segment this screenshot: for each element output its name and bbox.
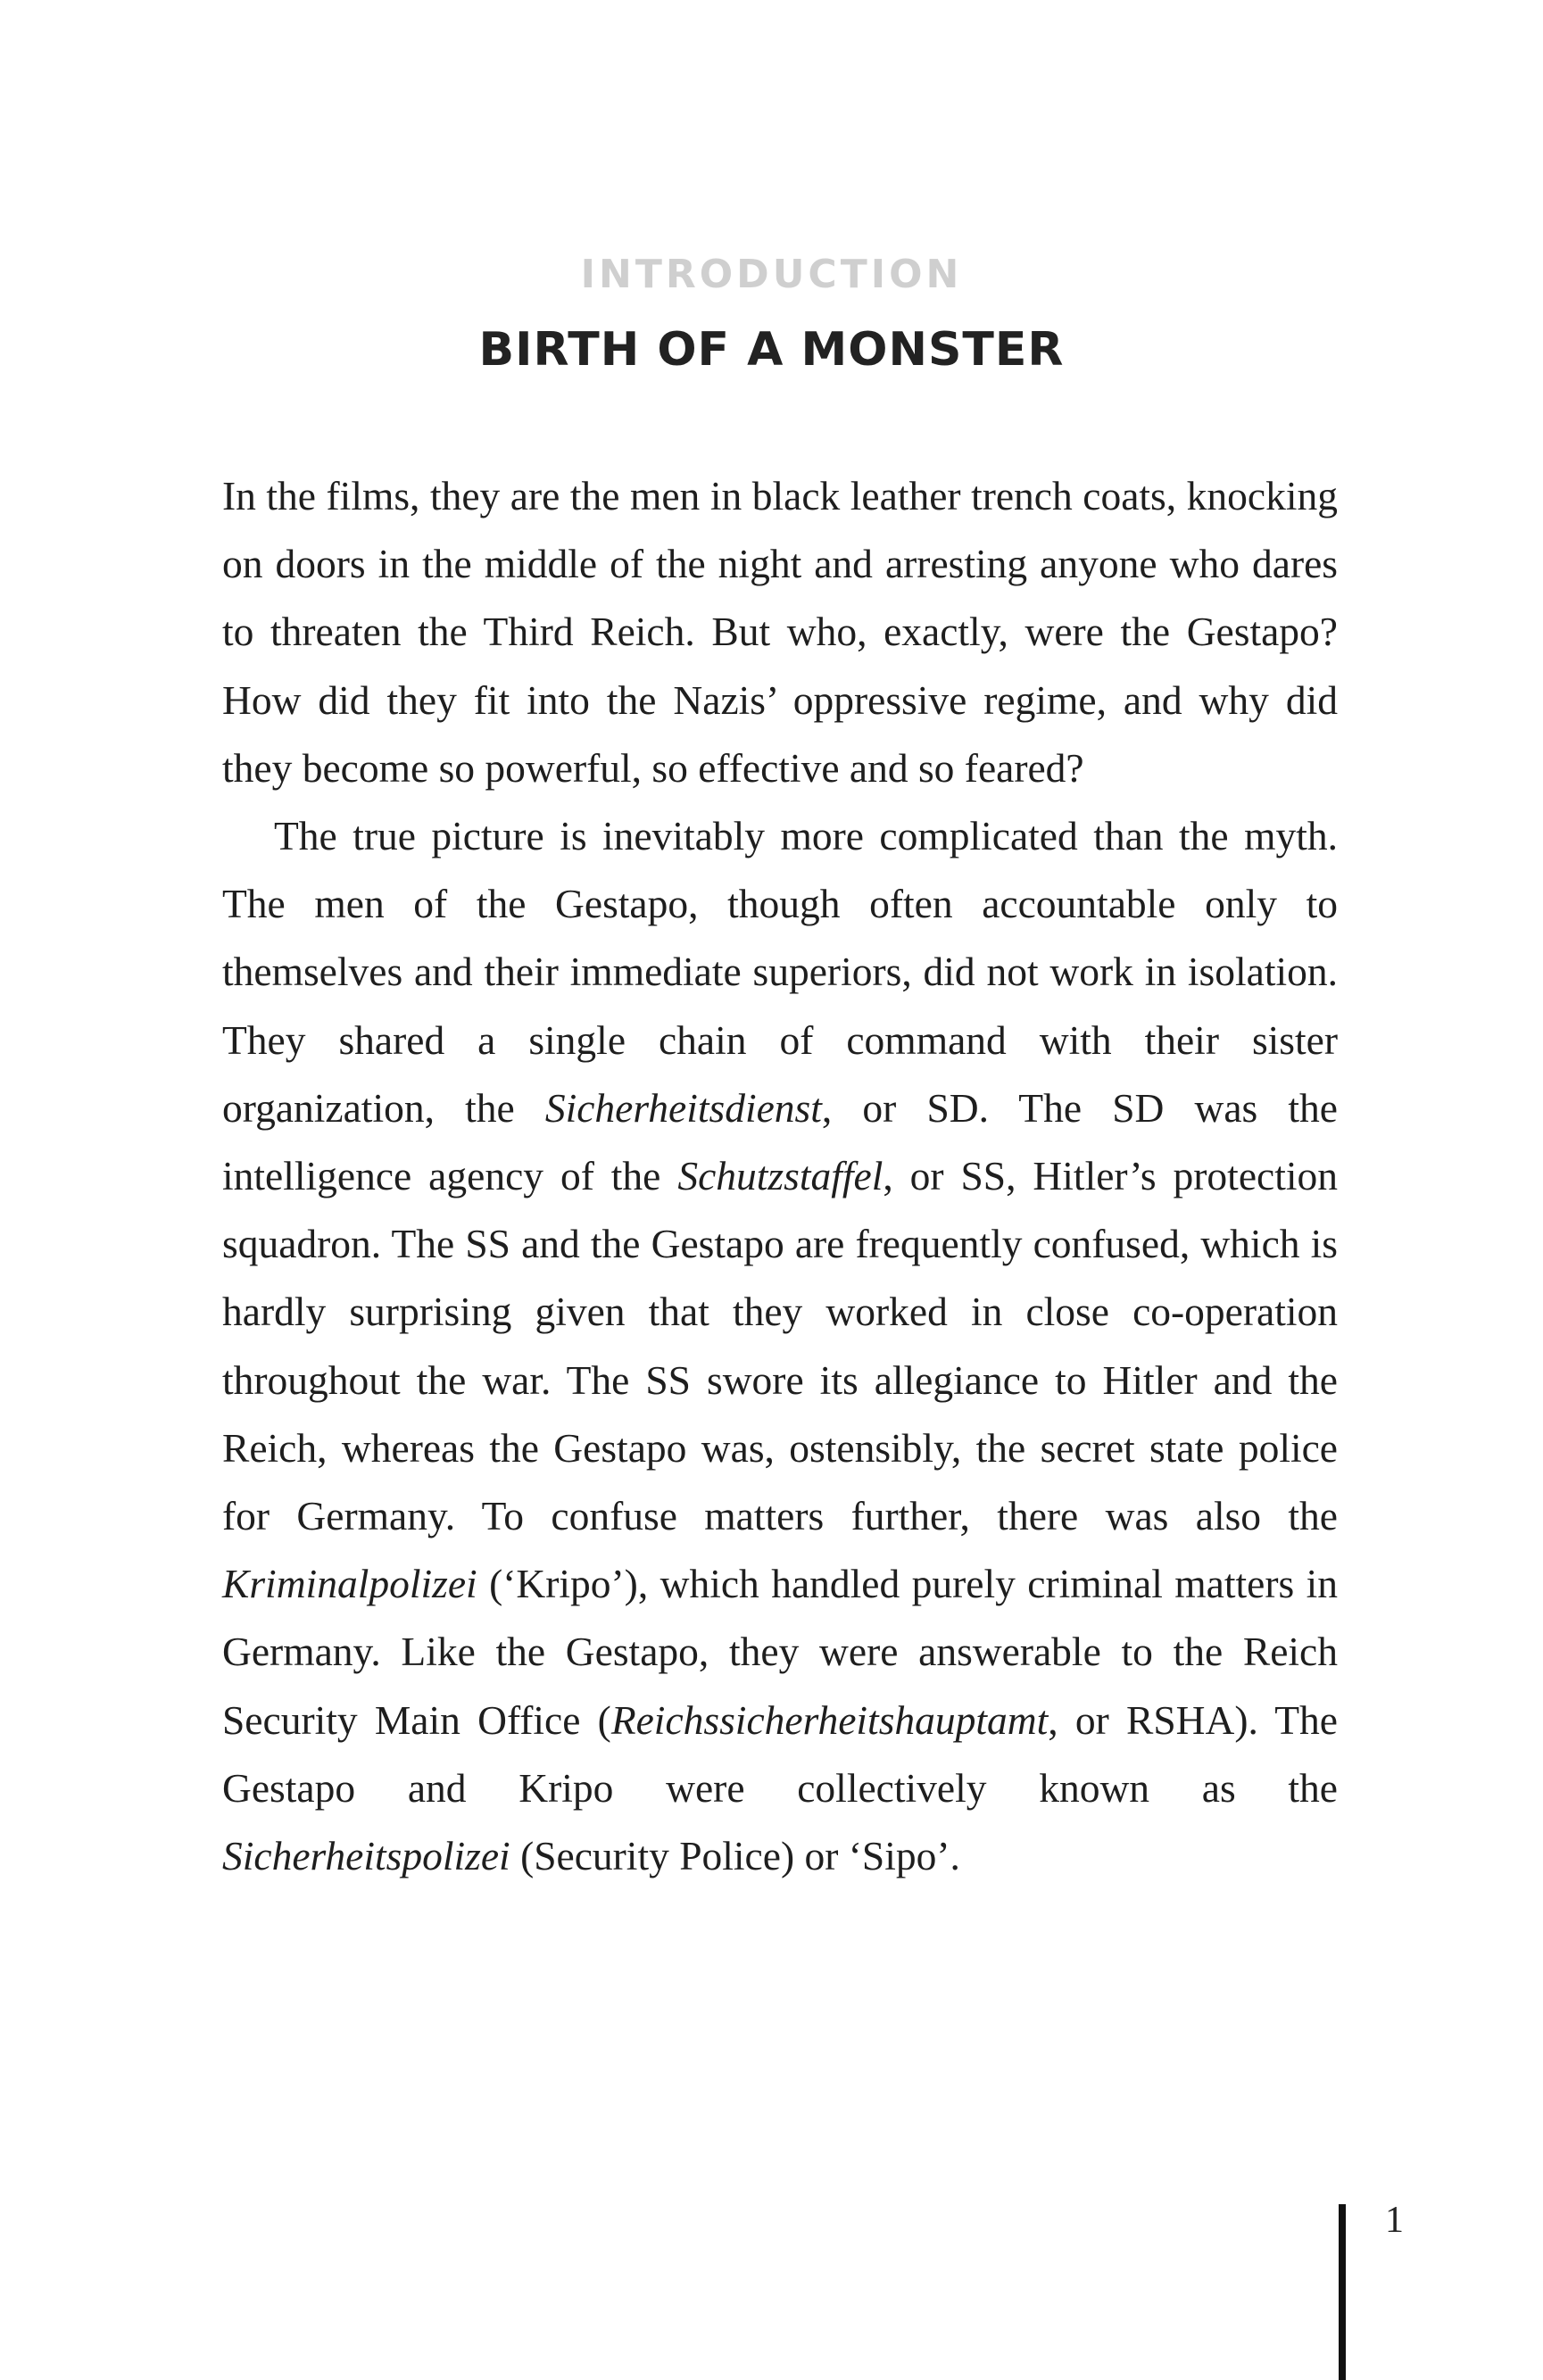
italic-term: Schutzstaffel [677,1153,883,1199]
italic-term: Reichssicherheitshauptamt [610,1696,1049,1743]
text-segment: (‘Kripo’), which handled purely criminal matters in Germany. Like the Gestapo, they were answerable to the Reich Security Main Office ( [222,1561,1338,1743]
text-segment: (Security Police) or ‘Sipo’. [510,1833,960,1879]
text-segment: The true picture is inevitably more complicated than the myth. The men of the Gestapo, though often accountable only to themselves and their immediate superiors, did not work in isolation. They shared a single chain of command with their sister organization, the [222,813,1338,1131]
chapter-title: BIRTH OF A MONSTER [478,323,1065,377]
body-text [222,462,1338,1890]
chapter-label: INTRODUCTION [580,252,963,297]
italic-term: Sicherheitsdienst [544,1084,822,1131]
text-segment: , or RSHA). The Gestapo and Kripo were collectively known as the [222,1696,1338,1811]
page-number: 1 [1385,2200,1404,2241]
italic-term: Sicherheitspolizei [222,1833,510,1879]
italic-term: Kriminalpolizei [222,1561,477,1607]
text-segment: In the films, they are the men in black leather trench coats, knocking on doors in the middle of the night and arresting anyone who dares to threaten the Third Reich. But who, exactly, were the Gestapo? How did they fit into the Nazis’ oppressive regime, and why did they become so powerful, so effective and so feared? [222,473,1338,791]
text-segment: , or SD. The SD was the intelligence agency of the [222,1084,1338,1199]
text-segment: , or SS, Hitler’s protection squadron. The SS and the Gestapo are frequently confused, which is hardly surprising given that they worked in close co-operation throughout the war. The SS swore its allegiance to Hitler and the Reich, whereas the Gestapo was, ostensibly, the secret state police for Germany. To confuse matters further, there was also the [222,1153,1338,1539]
paragraph [222,462,1338,802]
paragraph [222,802,1338,1890]
page-edge-rule [1339,2204,1346,2380]
